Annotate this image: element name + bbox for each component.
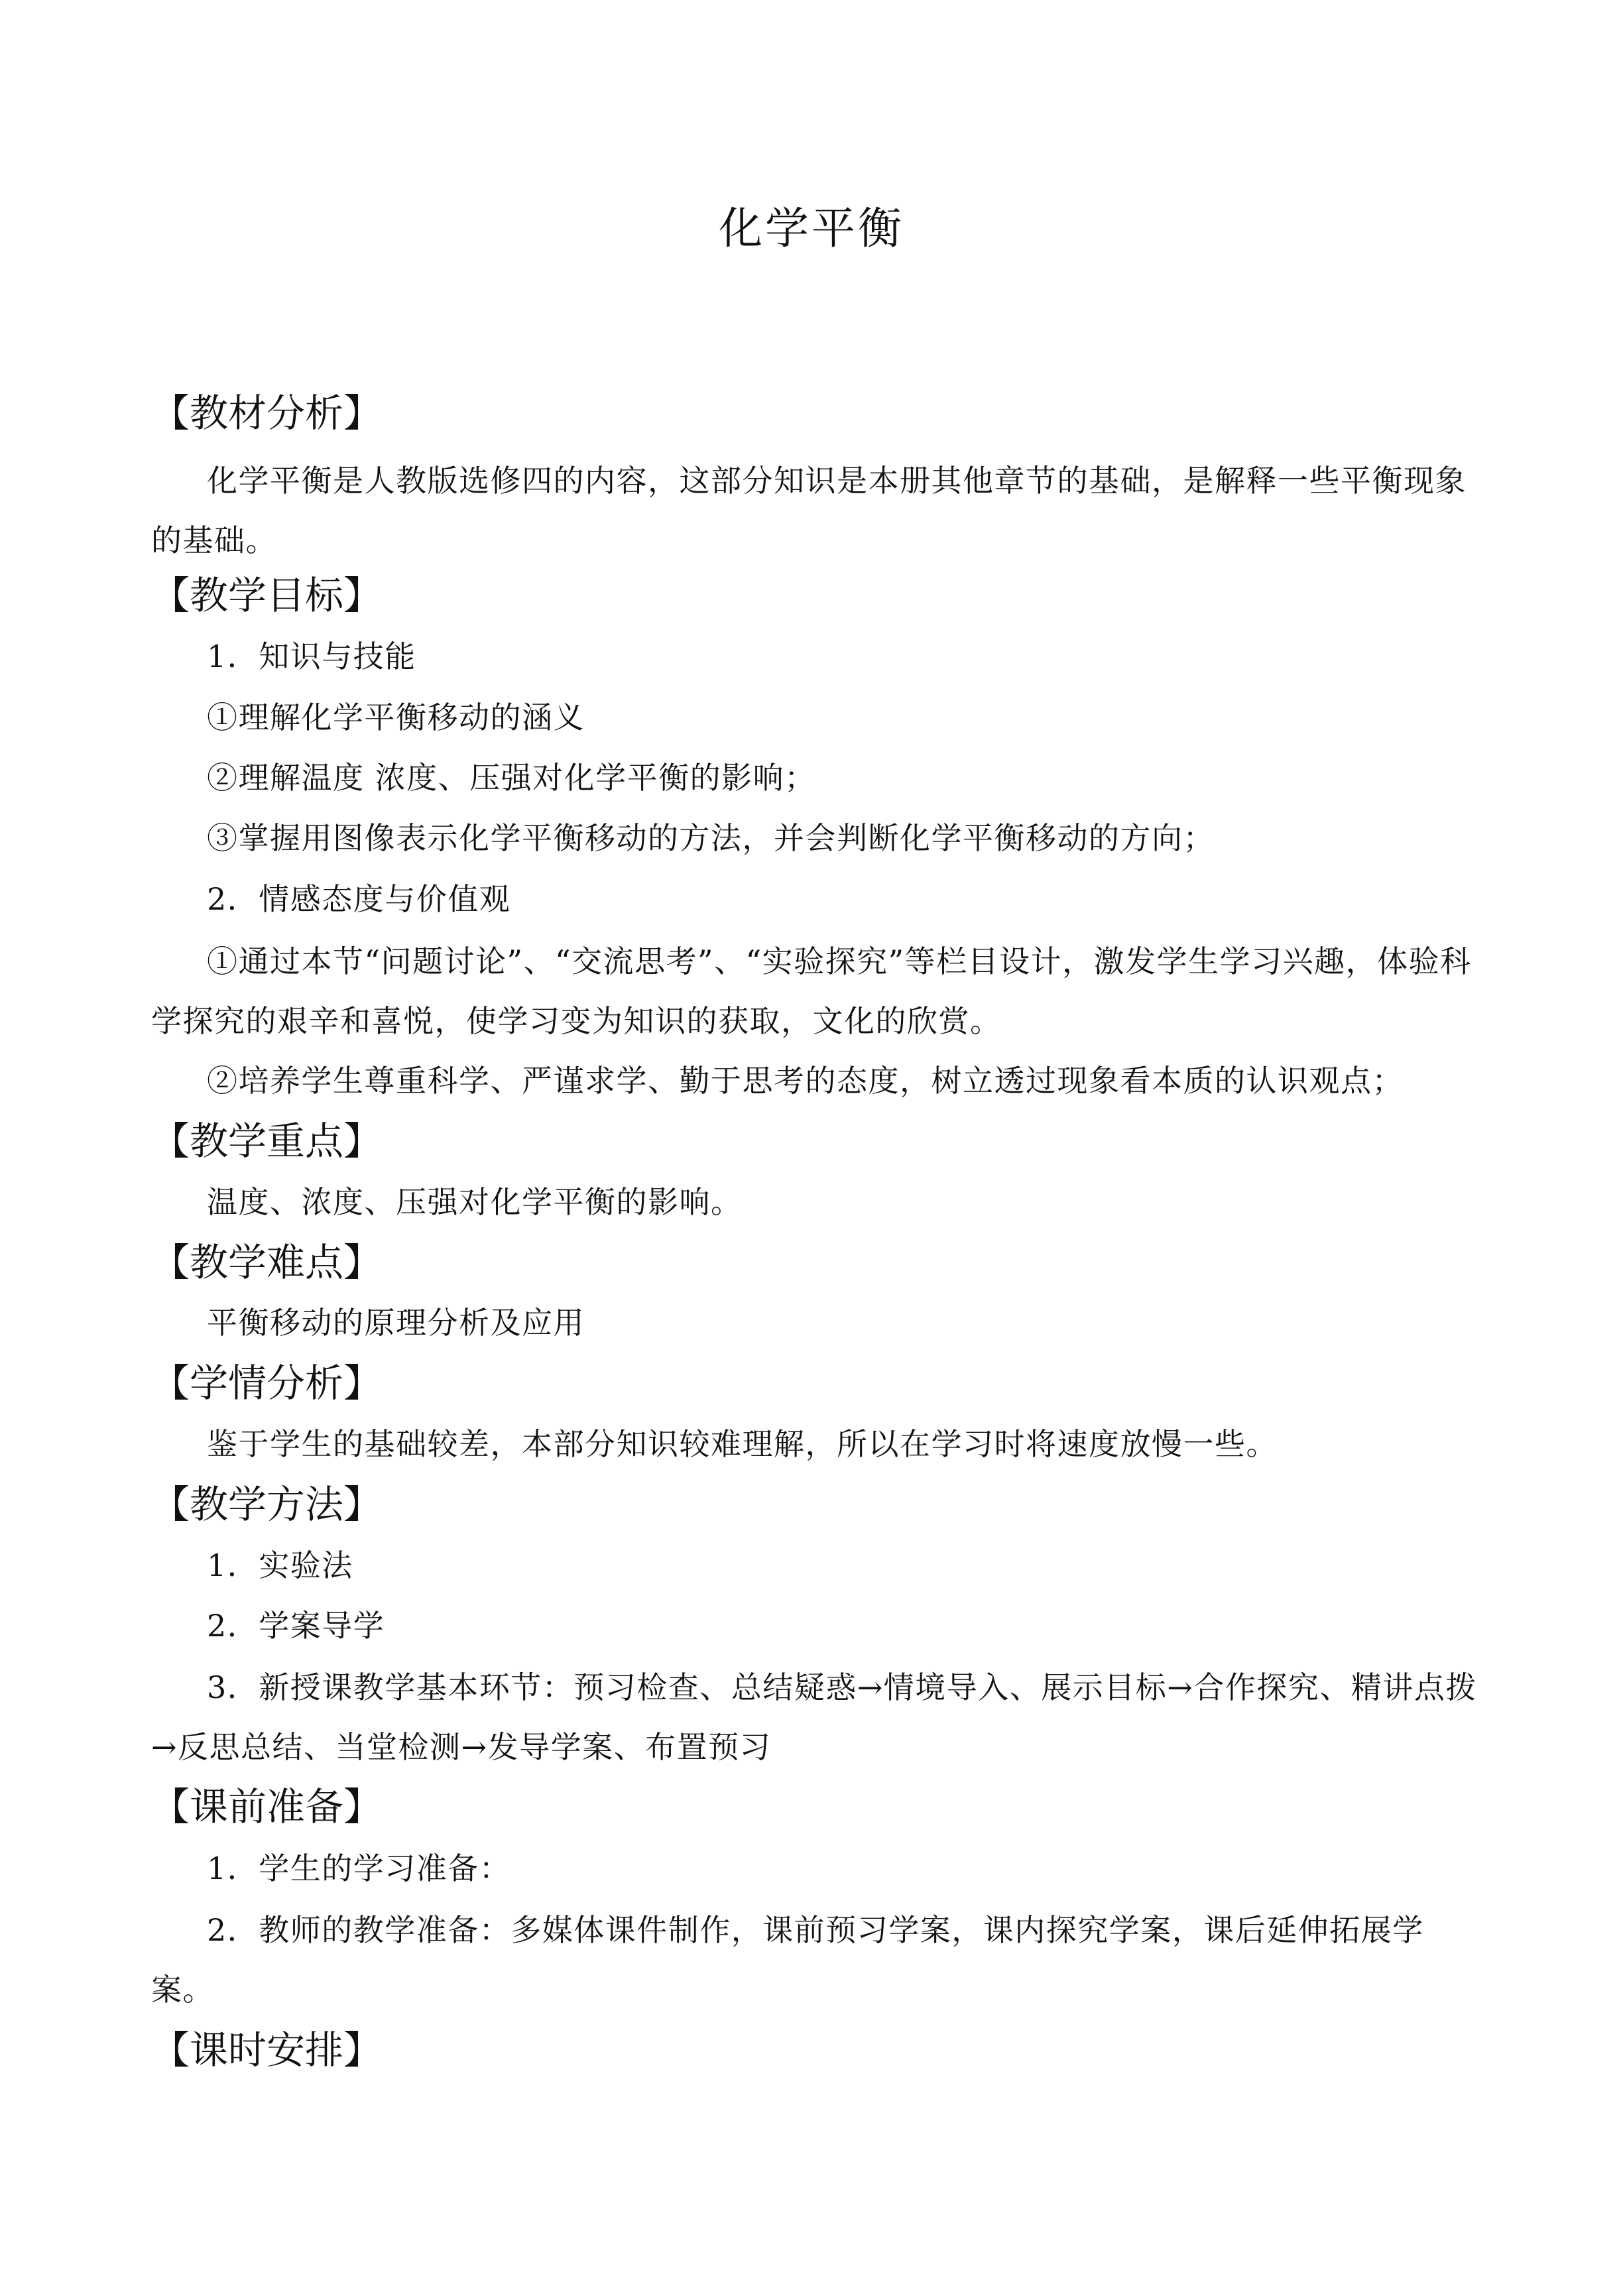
goal-attitude-values: 2．情感态度与价值观 xyxy=(207,881,511,917)
goal-attitude-1: ①通过本节“问题讨论”、“交流思考”、“实验探究”等栏目设计，激发学生学习兴趣，体验科学探究的艰辛和喜悦，使学习变为知识的获取，文化的欣赏。 xyxy=(151,943,1472,1039)
goal-attitude-2: ②培养学生尊重科学、严谨求学、勤于思考的态度，树立透过现象看本质的认识观点； xyxy=(207,1063,1404,1099)
heading-methods: 【教学方法】 xyxy=(151,1482,383,1527)
heading-difficulties: 【教学难点】 xyxy=(151,1240,383,1285)
heading-key-points: 【教学重点】 xyxy=(151,1118,383,1164)
goal-knowledge-1: ①理解化学平衡移动的涵义 xyxy=(207,699,585,735)
method-guided-learning: 2．学案导学 xyxy=(207,1608,385,1644)
heading-preparation: 【课前准备】 xyxy=(151,1784,383,1829)
heading-material-analysis: 【教材分析】 xyxy=(151,391,383,436)
heading-student-analysis: 【学情分析】 xyxy=(151,1360,383,1406)
key-points-text: 温度、浓度、压强对化学平衡的影响。 xyxy=(207,1184,743,1220)
heading-teaching-goals: 【教学目标】 xyxy=(151,573,383,618)
student-analysis-text: 鉴于学生的基础较差，本部分知识较难理解，所以在学习时将速度放慢一些。 xyxy=(207,1426,1278,1462)
preparation-student: 1．学生的学习准备： xyxy=(207,1850,511,1886)
material-analysis-text: 化学平衡是人教版选修四的内容，这部分知识是本册其他章节的基础，是解释一些平衡现象的基础。 xyxy=(151,463,1467,558)
document-title: 化学平衡 xyxy=(719,203,904,254)
difficulties-text: 平衡移动的原理分析及应用 xyxy=(207,1305,585,1341)
goal-knowledge-2: ②理解温度 浓度、压强对化学平衡的影响； xyxy=(207,760,816,796)
heading-schedule: 【课时安排】 xyxy=(151,2027,383,2073)
preparation-teacher: 2．教师的教学准备：多媒体课件制作，课前预习学案，课内探究学案，课后延伸拓展学案。 xyxy=(151,1912,1424,2008)
goal-knowledge-3: ③掌握用图像表示化学平衡移动的方法，并会判断化学平衡移动的方向； xyxy=(207,820,1215,856)
goal-knowledge-skills: 1．知识与技能 xyxy=(207,638,416,674)
method-experiment: 1．实验法 xyxy=(207,1547,353,1583)
method-lesson-steps: 3．新授课教学基本环节：预习检查、总结疑惑→情境导入、展示目标→合作探究、精讲点拨→反思总结、当堂检测→发导学案、布置预习 xyxy=(151,1669,1477,1765)
